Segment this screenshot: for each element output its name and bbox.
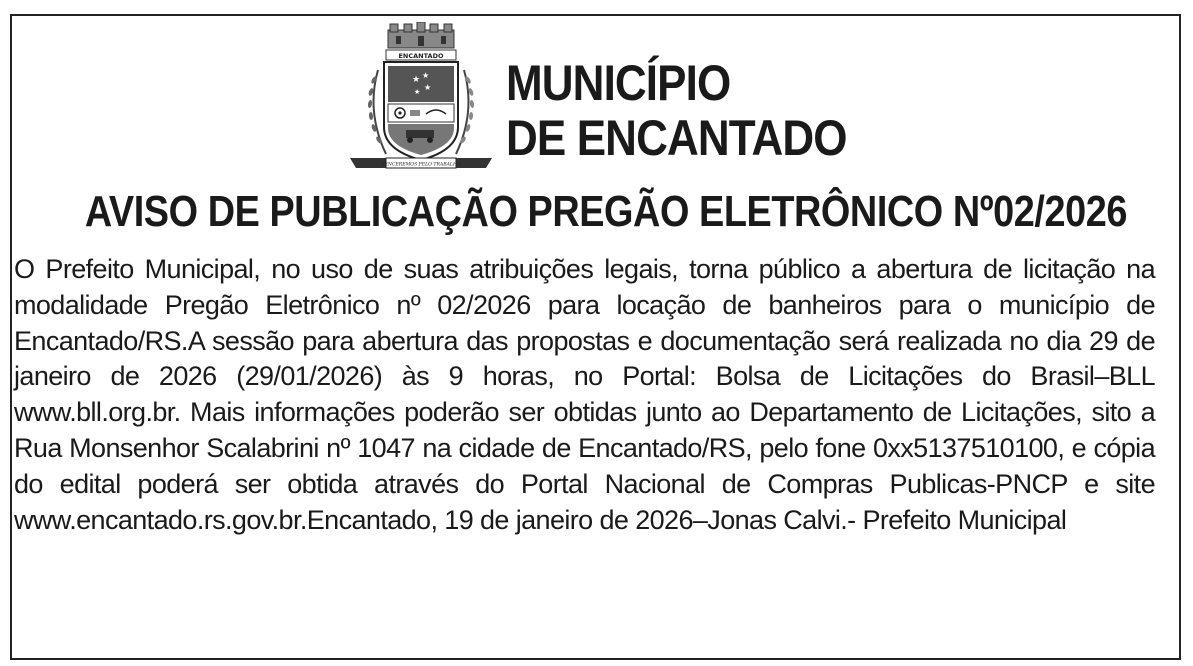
- seal-motto: VENCEREMOS PELO TRABALHO: [381, 162, 461, 168]
- municipality-name-line1: MUNICÍPIO: [506, 55, 731, 111]
- svg-text:★: ★: [424, 83, 432, 92]
- municipality-name-line2: DE ENCANTADO: [506, 110, 847, 166]
- svg-text:★: ★: [422, 71, 430, 80]
- municipality-name: [506, 56, 847, 166]
- municipal-header: [346, 22, 866, 192]
- municipal-coat-of-arms-icon: [346, 22, 496, 172]
- svg-text:★: ★: [414, 88, 421, 96]
- notice-body: O Prefeito Municipal, no uso de suas atribuições legais, torna público a abertura de licitação na modalidade Pregão Eletrônico nº 02/2026 para locação de banheiros para o município de Encantado/RS.A sessão para abertura das propostas e documentação será realizada no dia 29 de janeiro de 2026 (29/01/2026) às 9 horas, no Portal: Bolsa de Licitações do Brasil–BLL www.bll.org.br. Mais informações poderão ser obtidas junto ao Departamento de Licitações, sito a Rua Monsenhor Scalabrini nº 1047 na cidade de Encantado/RS, pelo fone 0xx5137510100, e cópia do edital poderá ser obtida através do Portal Nacional de Compras Publicas-PNCP e site www.encantado.rs.gov.br.Encantado, 19 de janeiro de 2026–Jonas Calvi.- Prefeito Municipal: [14, 254, 1155, 535]
- seal-label: ENCANTADO: [398, 52, 444, 60]
- notice-title: [0, 186, 1193, 238]
- notice-title-text: AVISO DE PUBLICAÇÃO PREGÃO ELETRÔNICO Nº02/2026: [84, 187, 1127, 236]
- svg-text:★: ★: [412, 75, 421, 85]
